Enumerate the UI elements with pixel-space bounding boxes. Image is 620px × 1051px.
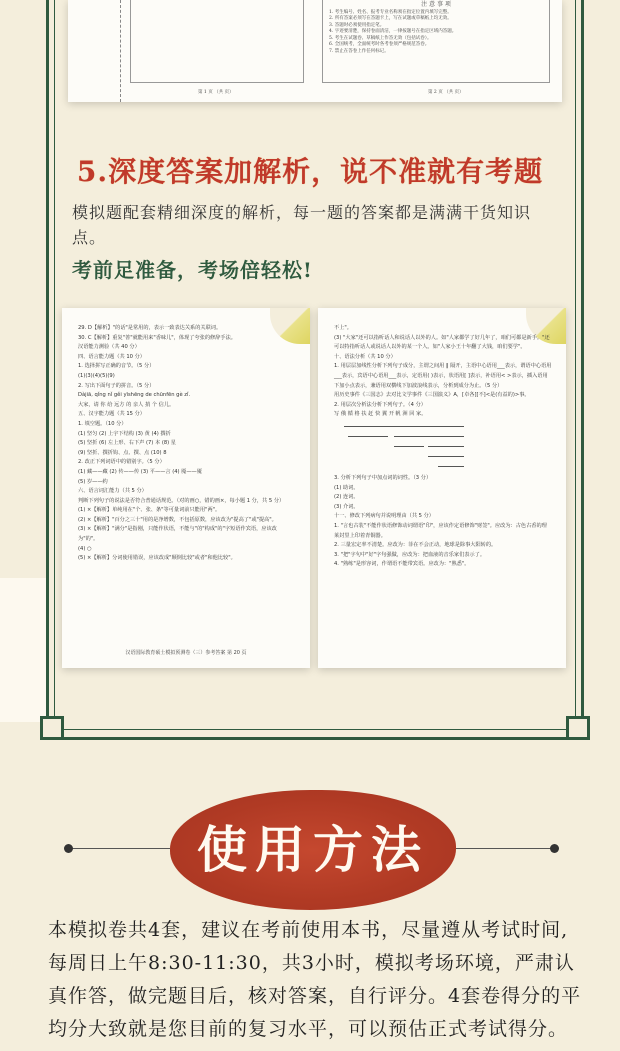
- answer-line: 大家，请 你 给 远方 的 亲人 捎 个 信儿。: [78, 401, 175, 408]
- answer-line: 五、汉字能力题（共 15 分）: [78, 411, 145, 418]
- answer-line: (4) ○: [78, 545, 92, 552]
- frame-corner-bottom-left: [40, 716, 64, 740]
- answer-line: 3. "把"字句中"好"字句强做，应改为：把血液的音乐家们表示了。: [334, 551, 486, 558]
- parse-tree: [334, 420, 552, 474]
- answer-line: Dàjiā, qǐng nǐ gěi yīshēng de chūnfēn gè zǐ.: [78, 392, 191, 399]
- answer-line: (2) 连词。: [334, 494, 359, 501]
- answer-line: 十、语法分析（共 10 分）: [334, 353, 396, 360]
- answer-line: 2. 改正下列词语中的错别字。（5 分）: [78, 459, 165, 466]
- divider-dot-right: [550, 844, 559, 853]
- rule-line: 1. 考生编号、姓名、报考专业名称须在指定位置内填写完整。: [329, 9, 452, 15]
- answer-line: (1) ×【解析】单纯用在"个、张、条"等可量词前只能用"两"。: [78, 507, 221, 514]
- usage-banner-title: 使用方法: [197, 820, 429, 879]
- page-footer-left: 第 1 页 （共 页）: [198, 90, 234, 95]
- rule-line: 5. 考生在试题卷、草稿纸上作答无效（包括试卷）。: [329, 35, 432, 41]
- answer-line: (2) ×【解析】"百分之三十"用的是净增数，不包括原数，应该改为"提高了"或"提高"。: [78, 516, 277, 523]
- answer-line: 29. D【解析】"的话"是常用的，表示一致表达关系的关联词。: [78, 325, 222, 331]
- answer-line: (5) 岁——约: [78, 478, 108, 485]
- answer-line: 1. 选择拼写正确的音节。（5 分）: [78, 363, 155, 370]
- answer-line: 2. 三量宏定率不清楚。应改为：菲在不会正动，地球是除事大阳转的。: [334, 542, 497, 549]
- answer-line: (3) ×【解析】"满分"是指刚，只能作状语，不能与"的"构成"的"字短语作宾语，应该改为"的"。: [78, 526, 277, 543]
- left-box: [130, 0, 304, 83]
- rule-line: 3. 答题时必须使用指定笔。: [329, 22, 385, 28]
- notes-title: 注 意 事 项: [421, 1, 451, 8]
- answer-line: (1) 坚匀 (2) 上宇下结构 (3) 黄 (4) 撰折: [78, 430, 171, 437]
- answer-line: 写 俄 循 格 扶 赶 快 翼 开 帆 洲 回 家。: [334, 411, 427, 418]
- rule-line: 6. 全国统考，全面统考时各考卷须严格规范答卷。: [329, 42, 430, 47]
- notes-box: [322, 0, 550, 83]
- section-slogan: 考前足准备，考场倍轻松!: [72, 258, 313, 282]
- answer-line: 汉语能力测验（共 40 分）: [78, 344, 140, 351]
- answer-line: 3. 分析下列句子中加点词的词性。（3 分）: [334, 474, 432, 481]
- answer-line: (3) 介词。: [334, 503, 359, 510]
- answer-text-right: [334, 324, 552, 570]
- section-description: 模拟题配套精细深度的解析，每一题的答案都是满满干货知识点。: [72, 203, 532, 247]
- rule-line: 4. 字迹要清楚，保持卷面清洁，一律按题号在指定区域内答题。: [329, 29, 457, 34]
- usage-description: 本模拟卷共4套，建议在考前使用本书，尽量遵从考试时间,每周日上午8:30-11:30，共3小时，模拟考场环境，严肃认真作答，做完题目后，核对答案，自行评分。4套卷得分的平均分大致就是您目前的复习水平，可以预估正式考试得分。: [48, 919, 582, 1040]
- page-footer-right: 第 2 页 （共 页）: [428, 90, 464, 95]
- answer-line: 2. 用层次分析法分析下列句子。（4 分）: [334, 401, 426, 408]
- answer-line: 1. 填空题。（10 分）: [78, 420, 127, 427]
- answer-line: (5) ×【解析】分词使用错误，应该改成"颠倒比较"或者"和他比较"。: [78, 555, 236, 562]
- notes-list: [323, 9, 549, 57]
- answer-line: (3) "大家"还可以指听话人和说话人以外的人。如"人家都学了好几年了，咱们可都是新手。"还可以特指听话人或说话人以外的某一个人。如"人家小王十年翻了大钱，咱们要学"。: [334, 334, 550, 351]
- exam-instructions-sheet: [68, 0, 562, 102]
- answer-line: 1. 用层层加线性分析下列句子成分，主谓之间用 ‖ 隔开，主语中心语用___表示，谓语中心语用___表示，宾语中心语用___表示，定语用( )表示，状语用[ ]表示，补语用< >表示，插入语用下加小点表示，兼语用双横线下加波浪线表示，分析到成分为止。（5 分）: [334, 363, 552, 389]
- frame-corner-bottom-right: [566, 716, 590, 740]
- answer-line: 1. "言也古装"不能作状语修饰动词谓语"印"，应该作定语修饰"财签"。应改为：古色古香的理莱封里上印着青铜器。: [334, 522, 547, 539]
- answer-line: (1) 助词。: [334, 484, 359, 491]
- answer-text-left: [78, 324, 296, 564]
- binding-line: [86, 0, 121, 102]
- answer-line: 六、语言词汇能力（共 5 分）: [78, 488, 147, 495]
- answer-line: 30. C【解析】重复"善"就能用来"香味儿"，体现了夸张的修辞手法。: [78, 334, 236, 341]
- answer-line: (9) 坚折、撰折钩、点、撰、点 (10) 8: [78, 449, 167, 456]
- answer-line: 四、语言能力题（共 10 分）: [78, 353, 145, 360]
- answer-line: 用历史事件《三国志》去对比文学事件《三国演义》A，[卓各][不]<是(有益的)>事。: [334, 392, 530, 399]
- answer-line: 不上"。: [334, 325, 352, 331]
- answer-line: 十一、修改下列病句并说明理由（共 5 分）: [334, 513, 434, 520]
- side-decoration: [0, 578, 46, 722]
- answer-line: 4. "熟练"是形容词，作谓语不能带宾语。应改为："熟悉"。: [334, 561, 470, 568]
- rule-line: 2. 所有答案必须写在答题卡上，写在试题或草稿纸上均无效。: [329, 16, 452, 21]
- answer-line: 2. 写出下面句子的拼音。（5 分）: [78, 382, 155, 389]
- answer-page-footer: 汉语国际教育硕士模拟预测卷（三）参考答案 第 20 页: [125, 650, 247, 656]
- answer-line: (1) 藏——藏 (2) 传——传 (3) 平——言 (4) 魇——魇: [78, 468, 202, 475]
- answer-page-left: [62, 308, 310, 668]
- divider-dot-left: [64, 844, 73, 853]
- rule-line: 7. 禁止在答卷上作任何标记。: [329, 48, 389, 54]
- answer-line: 判断下列句子的说法是否符合普通话规范。（对的画○，错的画×，每小题 1 分，共 5 分）: [78, 497, 285, 504]
- section-heading: 5.深度答案加解析，说不准就有考题: [76, 155, 544, 188]
- answer-line: (1)(3)(4)(5)(9): [78, 372, 115, 379]
- answer-page-right: [318, 308, 566, 668]
- answer-line: (5) 坚折 (6) 左上形、右下声 (7) 本 (8) 星: [78, 440, 176, 447]
- divider-left: [70, 848, 170, 849]
- divider-right: [456, 848, 556, 849]
